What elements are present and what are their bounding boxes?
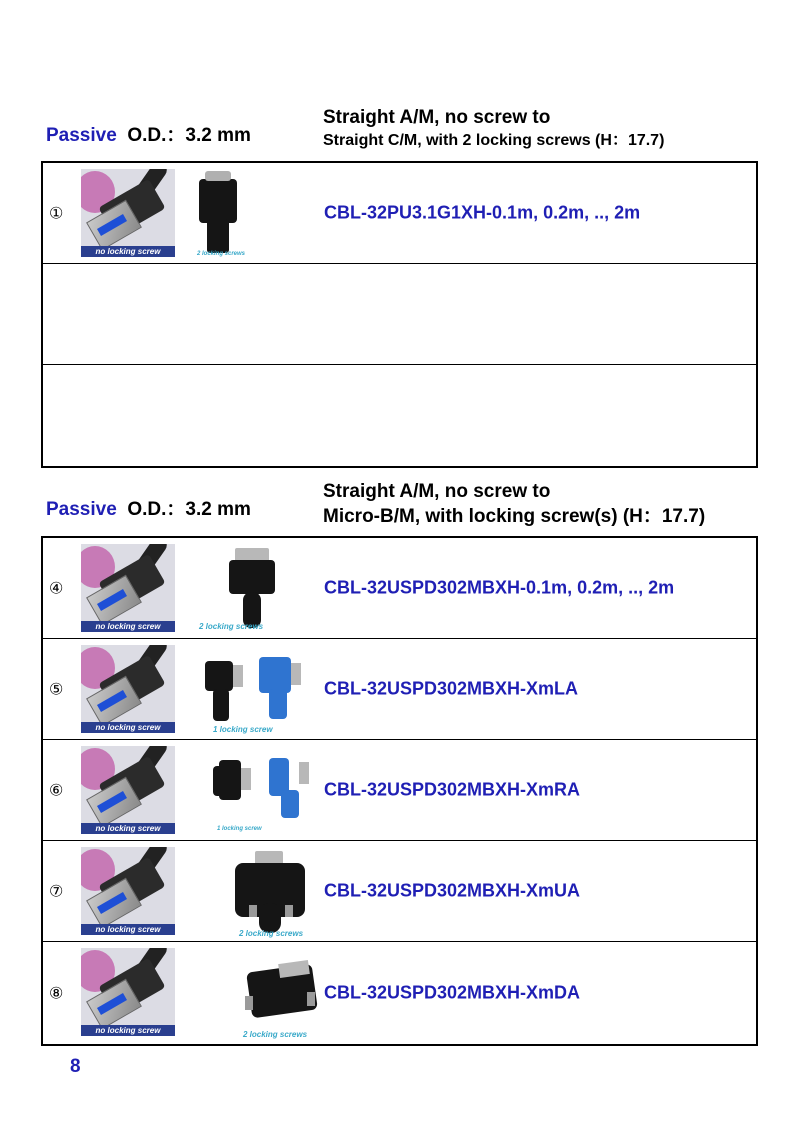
- usb-a-plug-image: [81, 948, 175, 1036]
- page-number: 8: [70, 1056, 81, 1077]
- usb-a-plug-image: [81, 847, 175, 935]
- usb-a-plug-image: [81, 544, 175, 632]
- usb-a-caption: no locking screw: [81, 924, 175, 935]
- section2-line1: Straight A/M, no screw to: [323, 481, 551, 502]
- table-row-empty: [43, 264, 756, 365]
- micro-b-up-angle-image: [193, 847, 313, 937]
- usb-a-caption: no locking screw: [81, 621, 175, 632]
- usb-c-caption: 2 locking screws: [197, 251, 246, 257]
- table-row: [43, 841, 756, 942]
- section2-table: [41, 536, 758, 1046]
- part-number: CBL-32USPD302MBXH-0.1m, 0.2m, .., 2m: [324, 577, 675, 598]
- table-row: [43, 639, 756, 740]
- table-row: [43, 163, 756, 264]
- row-number: ⑧: [49, 983, 64, 1002]
- usb-a-caption: no locking screw: [81, 722, 175, 733]
- part-number: CBL-32PU3.1G1XH-0.1m, 0.2m, .., 2m: [324, 202, 641, 223]
- section1-od-value: O.D.：3.2 mm: [127, 125, 251, 146]
- part-number: CBL-32USPD302MBXH-XmLA: [324, 678, 579, 699]
- usb-a-plug-image: [81, 746, 175, 834]
- row-number: ⑦: [49, 881, 64, 901]
- row-number: ⑥: [49, 780, 64, 800]
- row-number: ④: [49, 578, 64, 598]
- part-number: CBL-32USPD302MBXH-XmRA: [324, 779, 581, 800]
- section1-table: [41, 161, 758, 468]
- table-row: [43, 942, 756, 1043]
- section1-passive-label: Passive: [46, 125, 117, 146]
- section2-line2: Micro-B/M, with locking screw(s) (H：17.7): [323, 505, 706, 527]
- usb-a-caption: no locking screw: [81, 246, 175, 257]
- usb-a-caption: no locking screw: [81, 823, 175, 834]
- micro-b-caption: 2 locking screws: [239, 929, 304, 938]
- section2-od-value: O.D.：3.2 mm: [127, 499, 251, 520]
- row-number: ①: [49, 203, 64, 223]
- micro-b-caption: 2 locking screws: [199, 622, 264, 631]
- section1-od-label: [46, 120, 251, 147]
- micro-b-plug-image: [193, 544, 303, 634]
- usb-a-caption: no locking screw: [81, 1025, 175, 1036]
- micro-b-caption: 1 locking screw: [213, 725, 273, 734]
- table-row: [43, 740, 756, 841]
- usb-a-plug-image: [81, 645, 175, 733]
- section2-passive-label: Passive: [46, 499, 117, 520]
- section1-line1: Straight A/M, no screw to: [323, 107, 551, 128]
- micro-b-right-angle-image: [193, 746, 313, 836]
- table-row-empty: [43, 365, 756, 466]
- micro-b-left-angle-image: [193, 645, 313, 735]
- section2-od-label: [46, 494, 251, 521]
- section1-line2: Straight C/M, with 2 locking screws (H：17.7): [323, 131, 665, 149]
- part-number: CBL-32USPD302MBXH-XmUA: [324, 880, 581, 901]
- micro-b-caption: 1 locking screw: [217, 826, 262, 832]
- usb-c-plug-image: [191, 169, 271, 259]
- table-row: [43, 538, 756, 639]
- micro-b-caption: 2 locking screws: [243, 1030, 308, 1039]
- row-number: ⑤: [49, 679, 64, 699]
- part-number: CBL-32USPD302MBXH-XmDA: [324, 982, 581, 1002]
- micro-b-down-angle-image: [193, 948, 323, 1038]
- usb-a-plug-image: [81, 169, 175, 257]
